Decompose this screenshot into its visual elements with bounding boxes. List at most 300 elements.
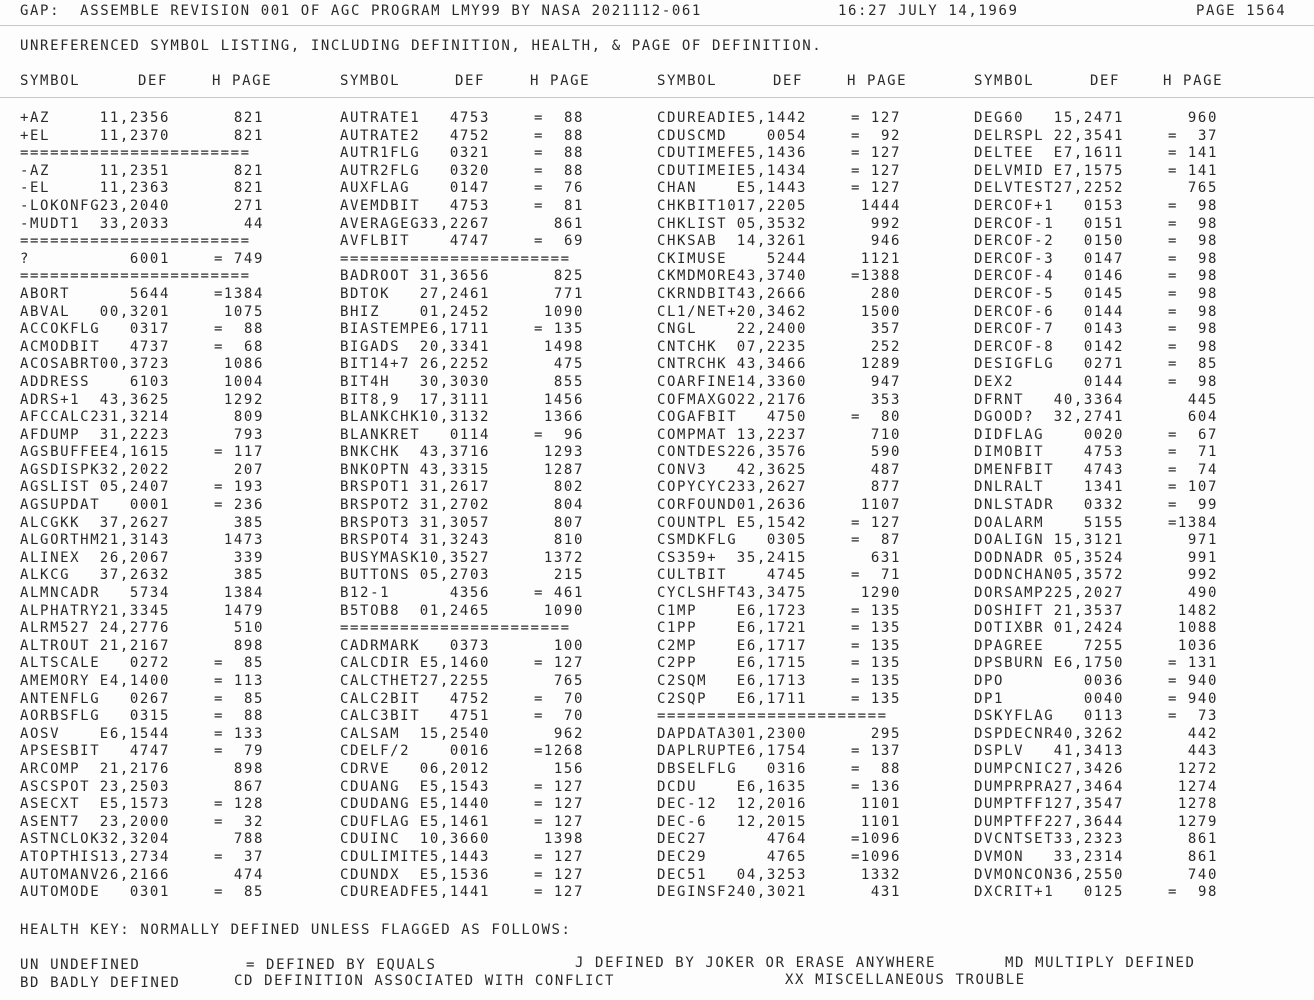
symbol-page: 1482 — [1177, 602, 1218, 619]
symbol-row — [974, 392, 1274, 410]
symbol-name: DELRSPL — [974, 127, 1045, 144]
symbol-row — [657, 673, 957, 691]
symbol-page: 107 — [1187, 479, 1218, 496]
symbol-row — [657, 216, 957, 234]
symbol-row — [20, 708, 320, 726]
symbol-row — [20, 427, 320, 445]
symbol-page: 1101 — [860, 796, 901, 813]
health-key-un: UN UNDEFINED — [20, 957, 141, 973]
symbol-health: = — [533, 110, 545, 126]
symbol-definition: E6,1635 — [736, 778, 807, 795]
symbol-row — [657, 831, 957, 849]
symbol-name: CHKLIST — [657, 215, 728, 232]
symbol-health: = — [1167, 690, 1179, 707]
symbol-row — [340, 268, 640, 286]
symbol-name: DOTIXBR — [974, 620, 1045, 637]
symbol-definition: 32,3204 — [99, 831, 170, 848]
symbol-row — [340, 585, 640, 603]
col-header-symbol: SYMBOL — [20, 73, 81, 89]
symbol-name: BIT14+7 — [340, 356, 411, 373]
symbol-name: CDUSCMD — [657, 127, 728, 144]
symbol-health: = — [850, 567, 862, 584]
symbol-name: CDULIMIT — [340, 848, 421, 865]
symbol-name: DUMPRPRA — [974, 778, 1055, 795]
symbol-page: 69 — [563, 233, 584, 250]
symbol-health: = — [533, 813, 545, 830]
symbol-health: = — [1167, 479, 1179, 496]
symbol-row — [657, 339, 957, 357]
symbol-name: AVFLBIT — [340, 233, 411, 250]
health-key-xx: XX MISCELLANEOUS TROUBLE — [785, 972, 1026, 988]
symbol-row — [340, 673, 640, 691]
symbol-definition: 15,2471 — [1053, 110, 1124, 126]
symbol-row — [974, 110, 1274, 128]
symbol-page: 280 — [870, 285, 901, 302]
symbol-name: DCDU — [657, 778, 698, 795]
symbol-page: 431 — [870, 884, 901, 901]
symbol-row — [20, 743, 320, 761]
symbol-row — [340, 427, 640, 445]
symbol-definition: 0113 — [1083, 708, 1124, 725]
symbol-page: 252 — [870, 338, 901, 355]
symbol-page: 821 — [233, 110, 264, 126]
symbol-page: 1287 — [543, 461, 584, 478]
symbol-page: 474 — [233, 866, 264, 883]
symbol-name: CDUREADI — [657, 110, 738, 126]
symbol-row — [974, 444, 1274, 462]
symbol-name: ASCSPOT — [20, 778, 91, 795]
symbol-page: 271 — [233, 197, 264, 214]
symbol-page: 804 — [553, 497, 584, 514]
symbol-definition: 31,2702 — [419, 497, 490, 514]
symbol-name: ALKCG — [20, 567, 71, 584]
symbol-row — [20, 444, 320, 462]
symbol-page: 1101 — [860, 813, 901, 830]
symbol-row — [657, 427, 957, 445]
symbol-definition: E4,1400 — [99, 673, 170, 689]
symbol-name: DP1 — [974, 690, 1005, 707]
symbol-page: 604 — [1187, 409, 1218, 426]
symbol-page: 127 — [553, 796, 584, 813]
symbol-definition: 6001 — [129, 250, 170, 267]
symbol-page: 127 — [553, 778, 584, 795]
symbol-definition: 26,2067 — [99, 549, 170, 566]
symbol-row — [340, 286, 640, 304]
symbol-name: DERCOF-8 — [974, 338, 1055, 355]
symbol-row — [657, 743, 957, 761]
symbol-definition: E6,1544 — [99, 725, 170, 742]
symbol-definition: 0036 — [1083, 673, 1124, 689]
symbol-name: COPYCYC2 — [657, 479, 738, 496]
health-key-bd: BD BADLY DEFINED — [20, 975, 181, 991]
symbol-row — [657, 867, 957, 885]
symbol-row — [340, 849, 640, 867]
symbol-definition: 05,2407 — [99, 479, 170, 496]
symbol-row — [657, 268, 957, 286]
symbol-row — [20, 321, 320, 339]
symbol-name: -LOKONFG — [20, 197, 101, 214]
symbol-definition: 06,2012 — [419, 760, 490, 777]
symbol-health: = — [533, 162, 545, 179]
symbol-name: DEG60 — [974, 110, 1025, 126]
symbol-row — [657, 691, 957, 709]
symbol-page: 98 — [1197, 268, 1218, 285]
symbol-page: 1279 — [1177, 813, 1218, 830]
symbol-name: AUTRATE2 — [340, 127, 421, 144]
symbol-name: CDUANG — [340, 778, 401, 795]
symbol-page: 821 — [233, 180, 264, 197]
symbol-definition: E6,1717 — [736, 637, 807, 654]
symbol-name: COMPMAT — [657, 426, 728, 443]
symbol-name: CKIMUSE — [657, 250, 728, 267]
symbol-name: CALC3BIT — [340, 708, 421, 725]
symbol-page: 861 — [553, 215, 584, 232]
symbol-page: 71 — [1197, 444, 1218, 461]
symbol-definition: 0272 — [129, 655, 170, 672]
symbol-page: 1290 — [860, 585, 901, 602]
symbol-page: 1274 — [1177, 778, 1218, 795]
symbol-definition: 4747 — [449, 233, 490, 250]
symbol-page: 99 — [1197, 497, 1218, 514]
symbol-page: 88 — [243, 321, 264, 338]
symbol-name: CL1/NET+ — [657, 303, 738, 320]
symbol-definition: 31,3243 — [419, 532, 490, 549]
symbol-health: = — [1167, 338, 1179, 355]
symbol-row — [20, 110, 320, 128]
symbol-health: = — [850, 145, 862, 162]
symbol-page: 88 — [243, 708, 264, 725]
symbol-row — [974, 779, 1274, 797]
symbol-page: 98 — [1197, 373, 1218, 390]
symbol-name: C2SQP — [657, 690, 708, 707]
symbol-row — [657, 409, 957, 427]
symbol-health: = — [850, 110, 862, 126]
symbol-row — [657, 638, 957, 656]
symbol-name: BIT8,9 — [340, 391, 401, 408]
symbol-page: 88 — [563, 145, 584, 162]
symbol-row — [340, 356, 640, 374]
symbol-name: CDRVE — [340, 760, 391, 777]
symbol-definition: 12,2016 — [736, 796, 807, 813]
symbol-definition: E4,1615 — [99, 444, 170, 461]
symbol-name: ABVAL — [20, 303, 71, 320]
symbol-page: 1500 — [860, 303, 901, 320]
symbol-name: -AZ — [20, 162, 51, 179]
symbol-row — [657, 585, 957, 603]
symbol-page: 810 — [553, 532, 584, 549]
symbol-definition: E5,1440 — [419, 796, 490, 813]
symbol-page: 81 — [563, 197, 584, 214]
symbol-definition: 4737 — [129, 338, 170, 355]
symbol-health: = — [850, 514, 862, 531]
symbol-name: CALCDIR — [340, 655, 411, 672]
symbol-row — [340, 304, 640, 322]
health-key-equals: = DEFINED BY EQUALS — [246, 957, 437, 973]
symbol-health: = — [213, 848, 225, 865]
symbol-definition: 27,2252 — [1053, 180, 1124, 197]
symbol-name: DNLRALT — [974, 479, 1045, 496]
symbol-definition: 0040 — [1083, 690, 1124, 707]
symbol-row — [657, 849, 957, 867]
symbol-page: 1096 — [860, 848, 901, 865]
symbol-name: CDELF/2 — [340, 743, 411, 760]
symbol-page: 385 — [233, 514, 264, 531]
symbol-definition: E5,1436 — [736, 145, 807, 162]
symbol-page: 1090 — [543, 602, 584, 619]
symbol-row — [657, 145, 957, 163]
symbol-definition: 5734 — [129, 585, 170, 602]
symbol-row — [974, 233, 1274, 251]
symbol-row — [974, 163, 1274, 181]
symbol-definition: 0267 — [129, 690, 170, 707]
symbol-row — [974, 268, 1274, 286]
symbol-row — [20, 726, 320, 744]
symbol-definition: 27,3426 — [1053, 760, 1124, 777]
symbol-name: CALC2BIT — [340, 690, 421, 707]
symbol-definition: 5155 — [1083, 514, 1124, 531]
symbol-page: 1372 — [543, 549, 584, 566]
symbol-health: = — [1167, 497, 1179, 514]
symbol-column-4 — [974, 110, 1274, 902]
symbol-page: 1289 — [860, 356, 901, 373]
symbol-row — [974, 180, 1274, 198]
symbol-page: 1036 — [1177, 637, 1218, 654]
symbol-page: 135 — [870, 690, 901, 707]
symbol-page: 37 — [243, 848, 264, 865]
symbol-name: AUTOMODE — [20, 884, 101, 901]
symbol-page: 385 — [233, 567, 264, 584]
symbol-page: 88 — [563, 110, 584, 126]
symbol-name: CDUDANG — [340, 796, 411, 813]
symbol-definition: 10,3132 — [419, 409, 490, 426]
symbol-name: DXCRIT+1 — [974, 884, 1055, 901]
symbol-name: ASECXT — [20, 796, 81, 813]
symbol-definition: 33,2627 — [736, 479, 807, 496]
symbol-page: 353 — [870, 391, 901, 408]
symbol-page: 1473 — [223, 532, 264, 549]
symbol-definition: 22,3541 — [1053, 127, 1124, 144]
symbol-definition: 01,2452 — [419, 303, 490, 320]
symbol-page: 127 — [870, 145, 901, 162]
symbol-definition: 01,2465 — [419, 602, 490, 619]
symbol-row — [657, 462, 957, 480]
symbol-definition: 33,2033 — [99, 215, 170, 232]
symbol-definition: 0316 — [766, 760, 807, 777]
symbol-page: 98 — [1197, 338, 1218, 355]
symbol-health: = — [213, 725, 225, 742]
symbol-name: DVMON — [974, 848, 1025, 865]
symbol-definition: 04,3253 — [736, 866, 807, 883]
symbol-definition: 11,2351 — [99, 162, 170, 179]
symbol-health: = — [1167, 708, 1179, 725]
symbol-row — [974, 497, 1274, 515]
symbol-page: 74 — [1197, 461, 1218, 478]
symbol-row — [20, 304, 320, 322]
symbol-definition: 26,2166 — [99, 866, 170, 883]
symbol-row — [20, 814, 320, 832]
symbol-definition: 4753 — [1083, 444, 1124, 461]
symbol-row — [20, 339, 320, 357]
symbol-row — [657, 479, 957, 497]
symbol-name: CS359+ — [657, 549, 718, 566]
symbol-row — [657, 251, 957, 269]
symbol-page: 1498 — [543, 338, 584, 355]
symbol-page: 1456 — [543, 391, 584, 408]
symbol-definition: 27,3644 — [1053, 813, 1124, 830]
symbol-health: = — [1167, 356, 1179, 373]
symbol-row — [340, 743, 640, 761]
symbol-column-1 — [20, 110, 320, 902]
symbol-row — [20, 638, 320, 656]
symbol-page: 141 — [1187, 162, 1218, 179]
symbol-definition: E5,1434 — [736, 162, 807, 179]
symbol-page: 98 — [1197, 285, 1218, 302]
symbol-row — [657, 198, 957, 216]
symbol-row — [20, 620, 320, 638]
symbol-health: = — [533, 426, 545, 443]
symbol-definition: 0153 — [1083, 197, 1124, 214]
symbol-row — [20, 392, 320, 410]
symbol-definition: 25,2027 — [1053, 585, 1124, 602]
symbol-row — [974, 462, 1274, 480]
symbol-page: 88 — [563, 127, 584, 144]
symbol-name: ALPHATRY — [20, 602, 101, 619]
symbol-definition: 33,2323 — [1053, 831, 1124, 848]
symbol-page: 87 — [880, 532, 901, 549]
symbol-name: CDUREADF — [340, 884, 421, 901]
symbol-name: DIMOBIT — [974, 444, 1045, 461]
symbol-name: CDUFLAG — [340, 813, 411, 830]
symbol-page: 98 — [1197, 884, 1218, 901]
symbol-health: = — [213, 321, 225, 338]
separator-line: ======================= — [20, 145, 251, 162]
symbol-definition: 7255 — [1083, 637, 1124, 654]
symbol-page: 127 — [553, 866, 584, 883]
symbol-name: ALRM527 — [20, 620, 91, 637]
symbol-row — [974, 286, 1274, 304]
symbol-name: DSKYFLAG — [974, 708, 1055, 725]
symbol-page: 740 — [1187, 866, 1218, 883]
symbol-page: 79 — [243, 743, 264, 760]
symbol-name: DOALARM — [974, 514, 1045, 531]
symbol-page: 85 — [1197, 356, 1218, 373]
symbol-name: DELVMID — [974, 162, 1045, 179]
symbol-name: DVCNTSET — [974, 831, 1055, 848]
symbol-page: 88 — [563, 162, 584, 179]
symbol-page: 88 — [880, 760, 901, 777]
symbol-row — [974, 708, 1274, 726]
symbol-name: BIGADS — [340, 338, 401, 355]
section-separator — [340, 620, 640, 638]
symbol-page: 1272 — [1177, 760, 1218, 777]
symbol-name: BRSPOT1 — [340, 479, 411, 496]
symbol-page: 1292 — [223, 391, 264, 408]
symbol-page: 825 — [553, 268, 584, 285]
col-header-def: DEF — [773, 73, 804, 89]
symbol-definition: 22,2176 — [736, 391, 807, 408]
symbol-page: 821 — [233, 127, 264, 144]
symbol-name: BNKCHK — [340, 444, 401, 461]
symbol-page: 1268 — [543, 743, 584, 760]
symbol-row — [657, 814, 957, 832]
symbol-definition: 15,2540 — [419, 725, 490, 742]
symbol-page: 898 — [233, 637, 264, 654]
symbol-definition: 40,3364 — [1053, 391, 1124, 408]
symbol-definition: 27,2255 — [419, 673, 490, 689]
symbol-name: DNLSTADR — [974, 497, 1055, 514]
symbol-page: 445 — [1187, 391, 1218, 408]
symbol-page: 133 — [233, 725, 264, 742]
symbol-name: BRSPOT2 — [340, 497, 411, 514]
symbol-name: BIASTEMP — [340, 321, 421, 338]
symbol-row — [340, 110, 640, 128]
symbol-name: C2MP — [657, 637, 698, 654]
symbol-row — [340, 497, 640, 515]
symbol-page: 135 — [870, 602, 901, 619]
symbol-name: CONTDES2 — [657, 444, 738, 461]
symbol-name: ASENT7 — [20, 813, 81, 830]
symbol-name: +EL — [20, 127, 51, 144]
symbol-definition: 43,2666 — [736, 285, 807, 302]
symbol-row — [340, 216, 640, 234]
symbol-page: 971 — [1187, 532, 1218, 549]
col-header-symbol: SYMBOL — [340, 73, 401, 89]
symbol-row — [657, 163, 957, 181]
symbol-definition: E5,1573 — [99, 796, 170, 813]
symbol-page: 127 — [870, 162, 901, 179]
symbol-page: 98 — [1197, 215, 1218, 232]
symbol-row — [657, 497, 957, 515]
symbol-definition: 24,2776 — [99, 620, 170, 637]
symbol-row — [20, 691, 320, 709]
symbol-row — [974, 726, 1274, 744]
symbol-definition: 10,3527 — [419, 549, 490, 566]
symbol-name: CNTRCHK — [657, 356, 728, 373]
symbol-row — [657, 620, 957, 638]
symbol-name: AGSDISPK — [20, 461, 101, 478]
symbol-definition: 4751 — [449, 708, 490, 725]
symbol-definition: 05,3524 — [1053, 549, 1124, 566]
symbol-health: = — [1167, 233, 1179, 250]
symbol-name: AFCCALC2 — [20, 409, 101, 426]
symbol-definition: 43,3625 — [99, 391, 170, 408]
symbol-page: 940 — [1187, 690, 1218, 707]
symbol-row — [340, 198, 640, 216]
symbol-definition: 4752 — [449, 690, 490, 707]
symbol-name: BADROOT — [340, 268, 411, 285]
symbol-name: DEC29 — [657, 848, 708, 865]
symbol-row — [340, 180, 640, 198]
symbol-definition: E5,1442 — [736, 110, 807, 126]
symbol-name: ADDRESS — [20, 373, 91, 390]
separator-line: ======================= — [20, 233, 251, 250]
symbol-health: = — [850, 180, 862, 197]
symbol-page: 1004 — [223, 373, 264, 390]
symbol-definition: 21,2167 — [99, 637, 170, 654]
symbol-definition: 21,3143 — [99, 532, 170, 549]
symbol-page: 765 — [1187, 180, 1218, 197]
symbol-health: = — [1167, 884, 1179, 901]
symbol-name: B12-1 — [340, 585, 391, 602]
symbol-row — [20, 251, 320, 269]
listing-header: GAP: ASSEMBLE REVISION 001 OF AGC PROGRAM LMY99 BY NASA 2021112-061 — [20, 3, 702, 19]
symbol-definition: 23,2000 — [99, 813, 170, 830]
symbol-row — [974, 673, 1274, 691]
symbol-row — [340, 409, 640, 427]
symbol-definition: 5244 — [766, 250, 807, 267]
symbol-definition: 41,3413 — [1053, 743, 1124, 760]
symbol-row — [657, 761, 957, 779]
